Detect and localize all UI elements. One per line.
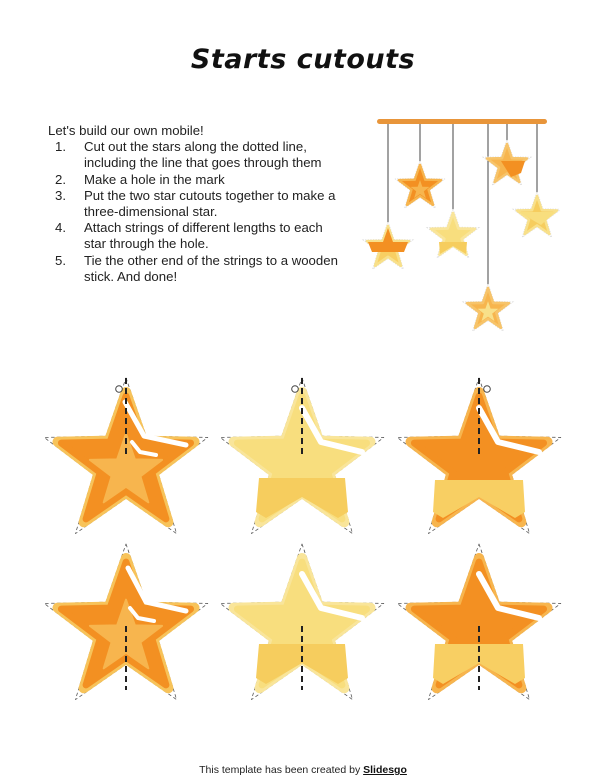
step-item	[48, 220, 348, 252]
hole-mark	[292, 386, 299, 393]
hanging-star	[395, 161, 444, 208]
hole-mark	[484, 386, 491, 393]
hanging-star	[483, 140, 531, 185]
step-number: 4.	[55, 220, 66, 236]
page-title: Starts cutouts	[190, 44, 416, 75]
step-item	[48, 188, 348, 220]
hanging-star	[363, 222, 412, 269]
step-text: Cut out the stars along the dotted line, including the line that goes through them	[84, 139, 322, 171]
hanging-star	[427, 209, 478, 258]
star-cutouts-grid	[40, 372, 570, 712]
star-cutout-orange-yellow[interactable]	[390, 372, 570, 542]
star-mobile-illustration	[360, 110, 560, 340]
star-cutout-orange-inner[interactable]	[40, 542, 220, 712]
mobile-graphic	[360, 110, 560, 340]
hanging-star	[463, 284, 512, 331]
footer-text: This template has been created by	[199, 764, 364, 776]
step-text: Tie the other end of the strings to a wooden stick. And done!	[84, 252, 338, 284]
instructions-intro: Let's build our own mobile!	[48, 123, 204, 138]
step-item	[48, 139, 348, 171]
slidesgo-link[interactable]: Slidesgo	[363, 764, 407, 776]
instruction-steps	[48, 139, 348, 285]
step-number: 5.	[55, 252, 66, 268]
footer-credit	[0, 764, 606, 776]
step-text: Put the two star cutouts together to make a three-dimensional star.	[84, 187, 336, 220]
step-item	[48, 172, 348, 188]
step-text: Make a hole in the mark	[84, 171, 225, 187]
hole-mark	[116, 386, 123, 393]
step-item	[48, 253, 348, 285]
star-cutout-yellow[interactable]	[210, 542, 390, 712]
step-number: 1.	[55, 139, 66, 155]
step-number: 2.	[55, 171, 66, 187]
star-cutout-yellow[interactable]	[210, 372, 390, 542]
hanging-star	[513, 192, 560, 237]
step-text: Attach strings of different lengths to each star through the hole.	[84, 220, 323, 252]
step-number: 3.	[55, 187, 66, 203]
star-cutout-orange-yellow[interactable]	[390, 542, 570, 712]
wooden-stick	[377, 119, 547, 124]
star-cutout-orange-inner[interactable]	[40, 372, 220, 542]
instructions	[48, 123, 348, 285]
